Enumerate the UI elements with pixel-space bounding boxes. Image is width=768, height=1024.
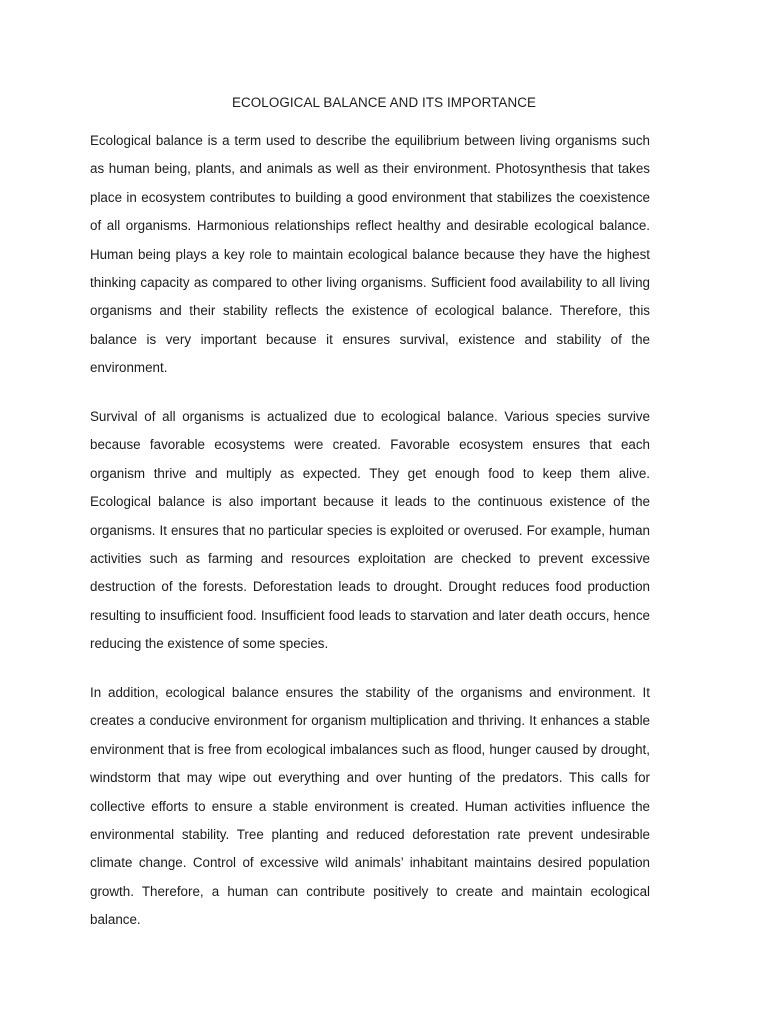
paragraph-2: Survival of all organisms is actualized due to ecological balance. Various species survive because favorable ecosystems were created. Favorable ecosystem ensures that each organism thrive and multiply as expected. They get enough food to keep them alive. Ecological balance is also important because it leads to the continuous existence of the organisms. It ensures that no particular species is exploited or overused. For example, human activities such as farming and resources exploitation are checked to prevent excessive destruction of the forests. Deforestation leads to drought. Drought reduces food production resulting to insufficient food. Insufficient food leads to starvation and later death occurs, hence reducing the existence of some species. [90,409,650,652]
paragraph-3: In addition, ecological balance ensures the stability of the organisms and environment. It creates a conducive environment for organism multiplication and thriving. It enhances a stable environment that is free from ecological imbalances such as flood, hunger caused by drought, windstorm that may wipe out everything and over hunting of the predators. This calls for collective efforts to ensure a stable environment is created. Human activities influence the environmental stability. Tree planting and reduced deforestation rate prevent undesirable climate change. Control of excessive wild animals’ inhabitant maintains desired population growth. Therefore, a human can contribute positively to create and maintain ecological balance. [90,685,650,928]
document-title: ECOLOGICAL BALANCE AND ITS IMPORTANCE [231,95,537,110]
paragraph-1: Ecological balance is a term used to describe the equilibrium between living organisms such as human being, plants, and animals as well as their environment. Photosynthesis that takes place in ecosystem contributes to building a good environment that stabilizes the coexistence of all organisms. Harmonious relationships reflect healthy and desirable ecological balance. Human being plays a key role to maintain ecological balance because they have the highest thinking capacity as compared to other living organisms. Sufficient food availability to all living organisms and their stability reflects the existence of ecological balance. Therefore, this balance is very important because it ensures survival, existence and stability of the environment. [90,133,650,376]
